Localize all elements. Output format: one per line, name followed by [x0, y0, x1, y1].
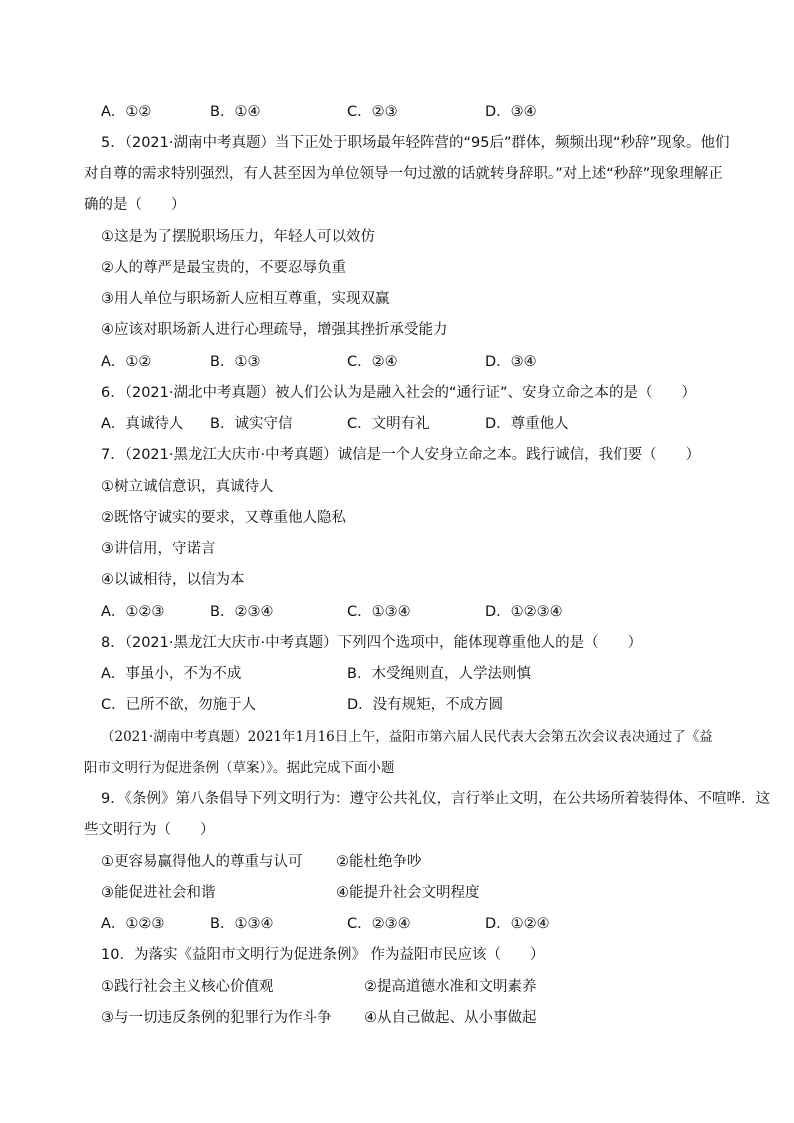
q6-option-b: B．诚实守信 [210, 416, 293, 432]
q4-option-d: D．③④ [485, 104, 537, 120]
q8-option-b: B．木受绳则直，人学法则慎 [347, 666, 531, 682]
passage-line-2: 阳市文明行为促进条例（草案）》。据此完成下面小题 [84, 760, 395, 776]
q4-option-b: B．①④ [210, 104, 261, 120]
q7-item-3: ③讲信用，守诺言 [101, 541, 216, 557]
q9-stem-line-1: 9．《条例》第八条倡导下列文明行为：遵守公共礼仪，言行举止文明，在公共场所着装得体、不喧哗．这 [101, 791, 770, 807]
q7-item-4: ④以诚相待，以信为本 [101, 572, 245, 588]
q5-item-2: ②人的尊严是最宝贵的，不要忍辱负重 [101, 260, 346, 276]
q9-item-4: ④能提升社会文明程度 [336, 885, 480, 901]
q5-option-d: D．③④ [485, 354, 537, 370]
q9-option-c: C．②③④ [347, 916, 411, 932]
q6-option-c: C．文明有礼 [347, 416, 430, 432]
q4-option-c: C．②③ [347, 104, 398, 120]
q7-option-b: B．②③④ [210, 604, 274, 620]
q5-item-4: ④应该对职场新人进行心理疏导，增强其挫折承受能力 [101, 322, 448, 338]
q5-stem-line-2: 对自尊的需求特别强烈，有人甚至因为单位领导一句过激的话就转身辞职。”对上述“秒辞”现象理解正 [84, 166, 723, 182]
q8-option-c: C．已所不欲，勿施于人 [101, 697, 257, 713]
q9-option-a: A．①②③ [101, 916, 165, 932]
q9-option-b: B．①③④ [210, 916, 274, 932]
q9-item-1: ①更容易赢得他人的尊重与认可 [101, 854, 303, 870]
q10-item-1: ①践行社会主义核心价值观 [101, 979, 274, 995]
q8-stem: 8．（2021·黑龙江大庆市·中考真题）下列四个选项中，能体现尊重他人的是（ ） [101, 635, 643, 651]
q7-option-d: D．①②③④ [485, 604, 563, 620]
passage-line-1: （2021·湖南中考真题）2021年1月16日上午，益阳市第六届人民代表大会第五次会议表决通过了《益 [101, 729, 713, 745]
q9-item-3: ③能促进社会和谐 [101, 885, 216, 901]
q7-option-a: A．①②③ [101, 604, 165, 620]
q8-option-a: A．事虽小，不为不成 [101, 666, 242, 682]
q7-item-2: ②既恪守诚实的要求，又尊重他人隐私 [101, 510, 346, 526]
q10-item-4: ④从自己做起、从小事做起 [364, 1010, 537, 1026]
q6-option-d: D．尊重他人 [485, 416, 569, 432]
q9-stem-line-2: 些文明行为（ ） [84, 822, 215, 838]
q8-option-d: D．没有规矩，不成方圆 [347, 697, 504, 713]
q7-option-c: C．①③④ [347, 604, 411, 620]
q7-stem: 7．（2021·黑龙江大庆市·中考真题）诚信是一个人安身立命之本。践行诚信，我们要（ ） [101, 447, 701, 463]
q5-item-3: ③用人单位与职场新人应相互尊重，实现双赢 [101, 291, 390, 307]
q9-item-2: ②能杜绝争吵 [336, 854, 422, 870]
q7-item-1: ①树立诚信意识，真诚待人 [101, 479, 274, 495]
q5-item-1: ①这是为了摆脱职场压力，年轻人可以效仿 [101, 229, 375, 245]
q9-option-d: D．①②④ [485, 916, 550, 932]
q10-item-2: ②提高道德水准和文明素养 [364, 979, 537, 995]
q5-option-a: A．①② [101, 354, 152, 370]
q5-option-c: C．②④ [347, 354, 398, 370]
q6-option-a: A．真诚待人 [101, 416, 184, 432]
q4-option-a: A．①② [101, 104, 152, 120]
q10-item-3: ③与一切违反条例的犯罪行为作斗争 [101, 1010, 332, 1026]
q10-stem: 10．为落实《益阳市文明行为促进条例》 作为益阳市民应该（ ） [101, 947, 545, 963]
q5-stem-line-1: 5．（2021·湖南中考真题）当下正处于职场最年轻阵营的“95后”群体，频频出现“秒辞”现象。他们 [101, 135, 730, 151]
q5-option-b: B．①③ [210, 354, 261, 370]
q5-stem-line-3: 确的是（ ） [84, 197, 186, 213]
q6-stem: 6．（2021·湖北中考真题）被人们公认为是融入社会的“通行证”、安身立命之本的是（ ） [101, 385, 697, 401]
